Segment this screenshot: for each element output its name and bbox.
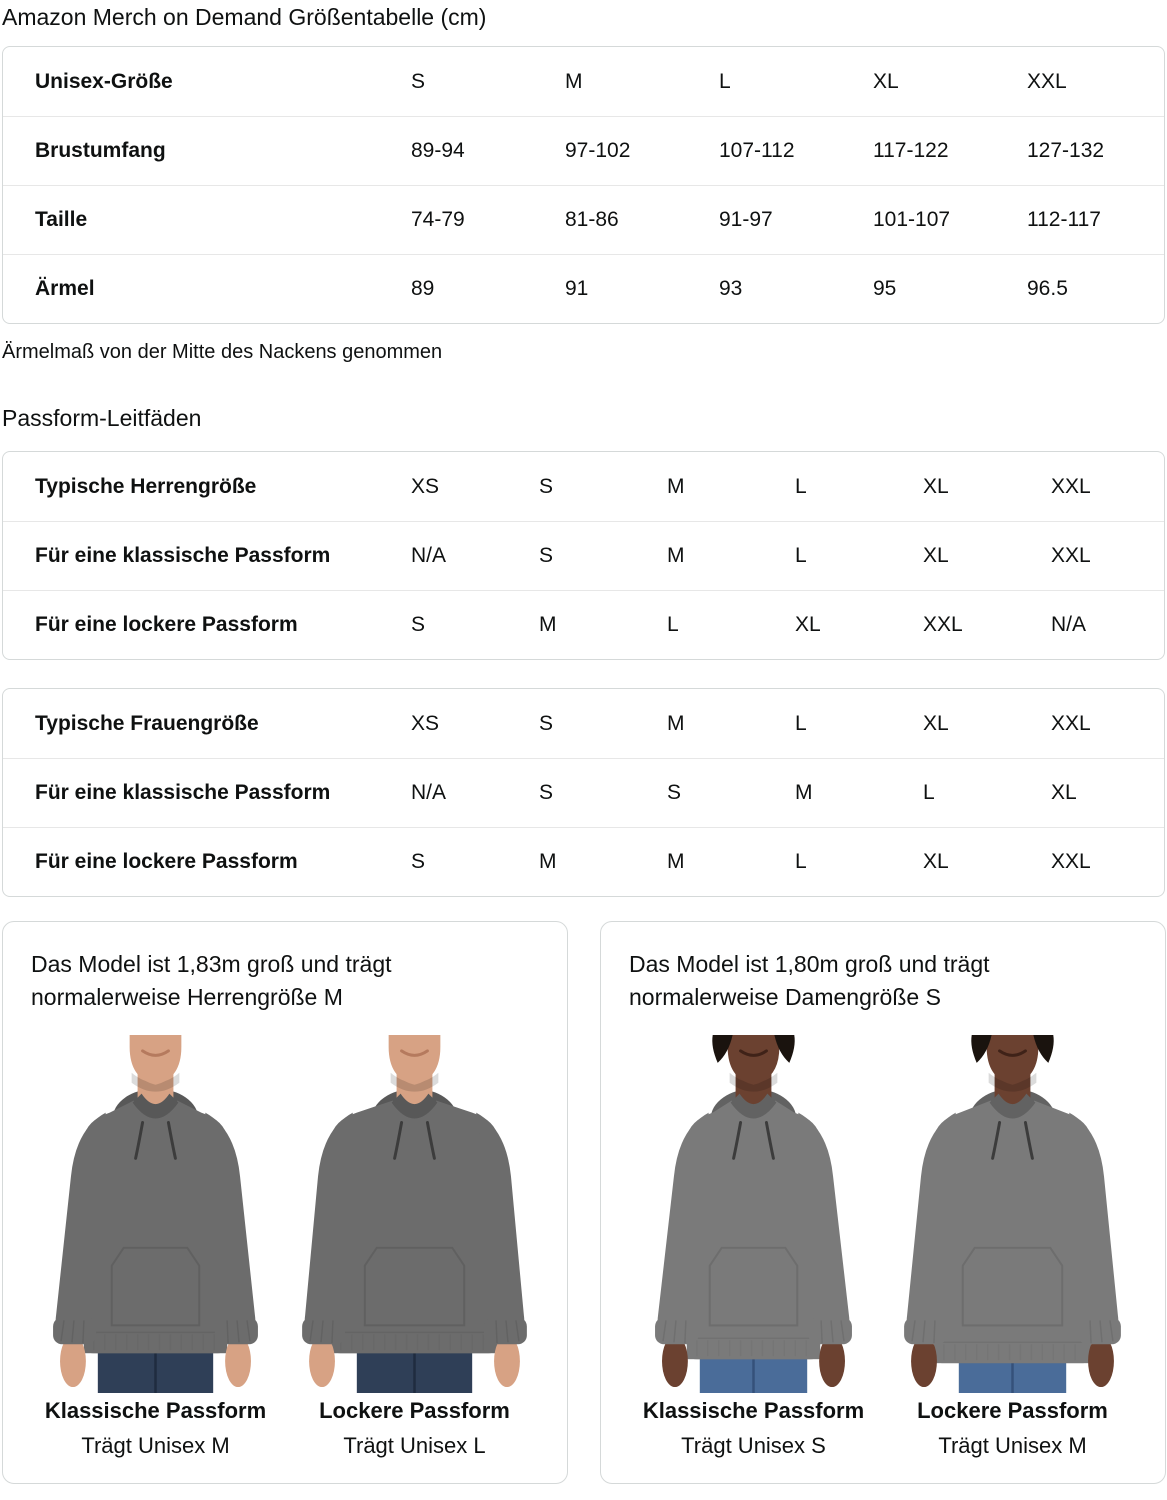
table-cell: L — [667, 613, 679, 636]
female-model-loose-fit-hoodie-photo — [888, 1035, 1137, 1393]
model-card-heading: Das Model ist 1,83m groß und trägt normalerweise Herrengröße M — [31, 951, 392, 1010]
table-cell: M — [565, 69, 583, 93]
fit-type-label: Lockere Passform — [917, 1398, 1108, 1424]
table-cell: 96.5 — [1027, 277, 1068, 300]
table-cell: 89 — [411, 277, 435, 300]
table-cell: XXL — [1051, 711, 1091, 735]
page-title: Amazon Merch on Demand Größentabelle (cm) — [2, 4, 487, 30]
table-cell: S — [411, 69, 426, 93]
table-cell: M — [667, 711, 685, 735]
size-worn-label: Trägt Unisex M — [81, 1433, 230, 1459]
table-cell: XXL — [1027, 69, 1067, 93]
table-cell: 117-122 — [873, 139, 949, 162]
womens-fit-table — [2, 688, 1165, 897]
table-cell: 95 — [873, 277, 897, 300]
sleeve-measurement-note: Ärmelmaß von der Mitte des Nackens genommen — [2, 341, 443, 363]
table-cell: M — [539, 850, 557, 873]
table-cell: 97-102 — [565, 139, 631, 162]
table-cell: L — [719, 69, 731, 93]
model-card-men — [2, 921, 568, 1484]
table-cell: M — [667, 474, 685, 498]
row-label: Ärmel — [35, 277, 95, 300]
table-cell: XL — [923, 850, 949, 873]
table-row — [3, 758, 1164, 827]
table-row — [3, 254, 1164, 323]
model-figure — [31, 1035, 280, 1459]
table-cell: M — [667, 850, 685, 873]
table-cell: N/A — [411, 544, 447, 567]
table-cell: XL — [923, 544, 949, 567]
row-label: Für eine klassische Passform — [35, 544, 331, 567]
model-figures — [629, 1035, 1137, 1459]
table-cell: L — [795, 711, 807, 735]
table-row — [3, 689, 1164, 758]
model-card-women — [600, 921, 1166, 1484]
table-cell: L — [795, 850, 807, 873]
female-model-classic-fit-hoodie-photo — [629, 1035, 878, 1393]
table-cell: XL — [923, 474, 949, 498]
table-cell: 112-117 — [1027, 208, 1101, 231]
table-row — [3, 452, 1164, 521]
row-label: Brustumfang — [35, 139, 166, 162]
table-cell: M — [667, 544, 685, 567]
table-cell: XL — [873, 69, 899, 93]
table-cell: XS — [411, 711, 440, 735]
row-label: Typische Herrengröße — [35, 474, 257, 498]
table-cell: S — [539, 474, 554, 498]
row-label: Für eine klassische Passform — [35, 781, 331, 804]
table-cell: XXL — [1051, 850, 1091, 873]
row-label: Unisex-Größe — [35, 69, 173, 93]
model-cards-row — [2, 921, 1165, 1484]
fit-guides-heading: Passform-Leitfäden — [2, 405, 202, 431]
model-figure — [290, 1035, 539, 1459]
table-cell: N/A — [1051, 613, 1087, 636]
table-cell: 81-86 — [565, 208, 619, 231]
table-cell: 101-107 — [873, 208, 951, 231]
row-label: Für eine lockere Passform — [35, 613, 298, 636]
size-worn-label: Trägt Unisex S — [681, 1433, 826, 1459]
row-label: Taille — [35, 208, 88, 231]
table-cell: S — [539, 544, 554, 567]
model-figure — [888, 1035, 1137, 1459]
table-cell: M — [539, 613, 557, 636]
size-worn-label: Trägt Unisex M — [938, 1433, 1087, 1459]
model-figures — [31, 1035, 539, 1459]
table-cell: 107-112 — [719, 139, 795, 162]
male-model-loose-fit-hoodie-photo — [290, 1035, 539, 1393]
row-label: Für eine lockere Passform — [35, 850, 298, 873]
table-row — [3, 116, 1164, 185]
table-cell: XL — [795, 613, 821, 636]
table-cell: 127-132 — [1027, 139, 1105, 162]
table-cell: L — [923, 781, 935, 804]
table-row — [3, 47, 1164, 116]
fit-type-label: Klassische Passform — [642, 1398, 865, 1424]
size-worn-label: Trägt Unisex L — [343, 1433, 486, 1459]
table-cell: M — [795, 781, 813, 804]
table-cell: XXL — [1051, 544, 1091, 567]
table-cell: 74-79 — [411, 208, 465, 231]
table-cell: XS — [411, 474, 440, 498]
table-row — [3, 185, 1164, 254]
table-cell: 91-97 — [719, 208, 773, 231]
table-row — [3, 827, 1164, 896]
table-cell: N/A — [411, 781, 447, 804]
male-model-classic-fit-hoodie-photo — [31, 1035, 280, 1393]
table-cell: S — [411, 613, 426, 636]
mens-fit-table — [2, 451, 1165, 660]
table-cell: S — [539, 781, 554, 804]
table-row — [3, 521, 1164, 590]
table-cell: 91 — [565, 277, 589, 300]
table-cell: XXL — [1051, 474, 1091, 498]
table-cell: S — [539, 711, 554, 735]
model-figure — [629, 1035, 878, 1459]
table-cell: XL — [923, 711, 949, 735]
table-cell: XL — [1051, 781, 1077, 804]
model-card-heading: Das Model ist 1,80m groß und trägt normalerweise Damengröße S — [629, 951, 990, 1010]
table-row — [3, 590, 1164, 659]
table-cell: L — [795, 474, 807, 498]
unisex-size-table — [2, 46, 1165, 324]
table-cell: 93 — [719, 277, 743, 300]
table-cell: 89-94 — [411, 139, 465, 162]
table-cell: L — [795, 544, 807, 567]
table-cell: XXL — [923, 613, 963, 636]
table-cell: S — [667, 781, 682, 804]
table-cell: S — [411, 850, 426, 873]
fit-type-label: Lockere Passform — [319, 1398, 510, 1424]
fit-type-label: Klassische Passform — [44, 1398, 267, 1424]
row-label: Typische Frauengröße — [35, 711, 259, 735]
